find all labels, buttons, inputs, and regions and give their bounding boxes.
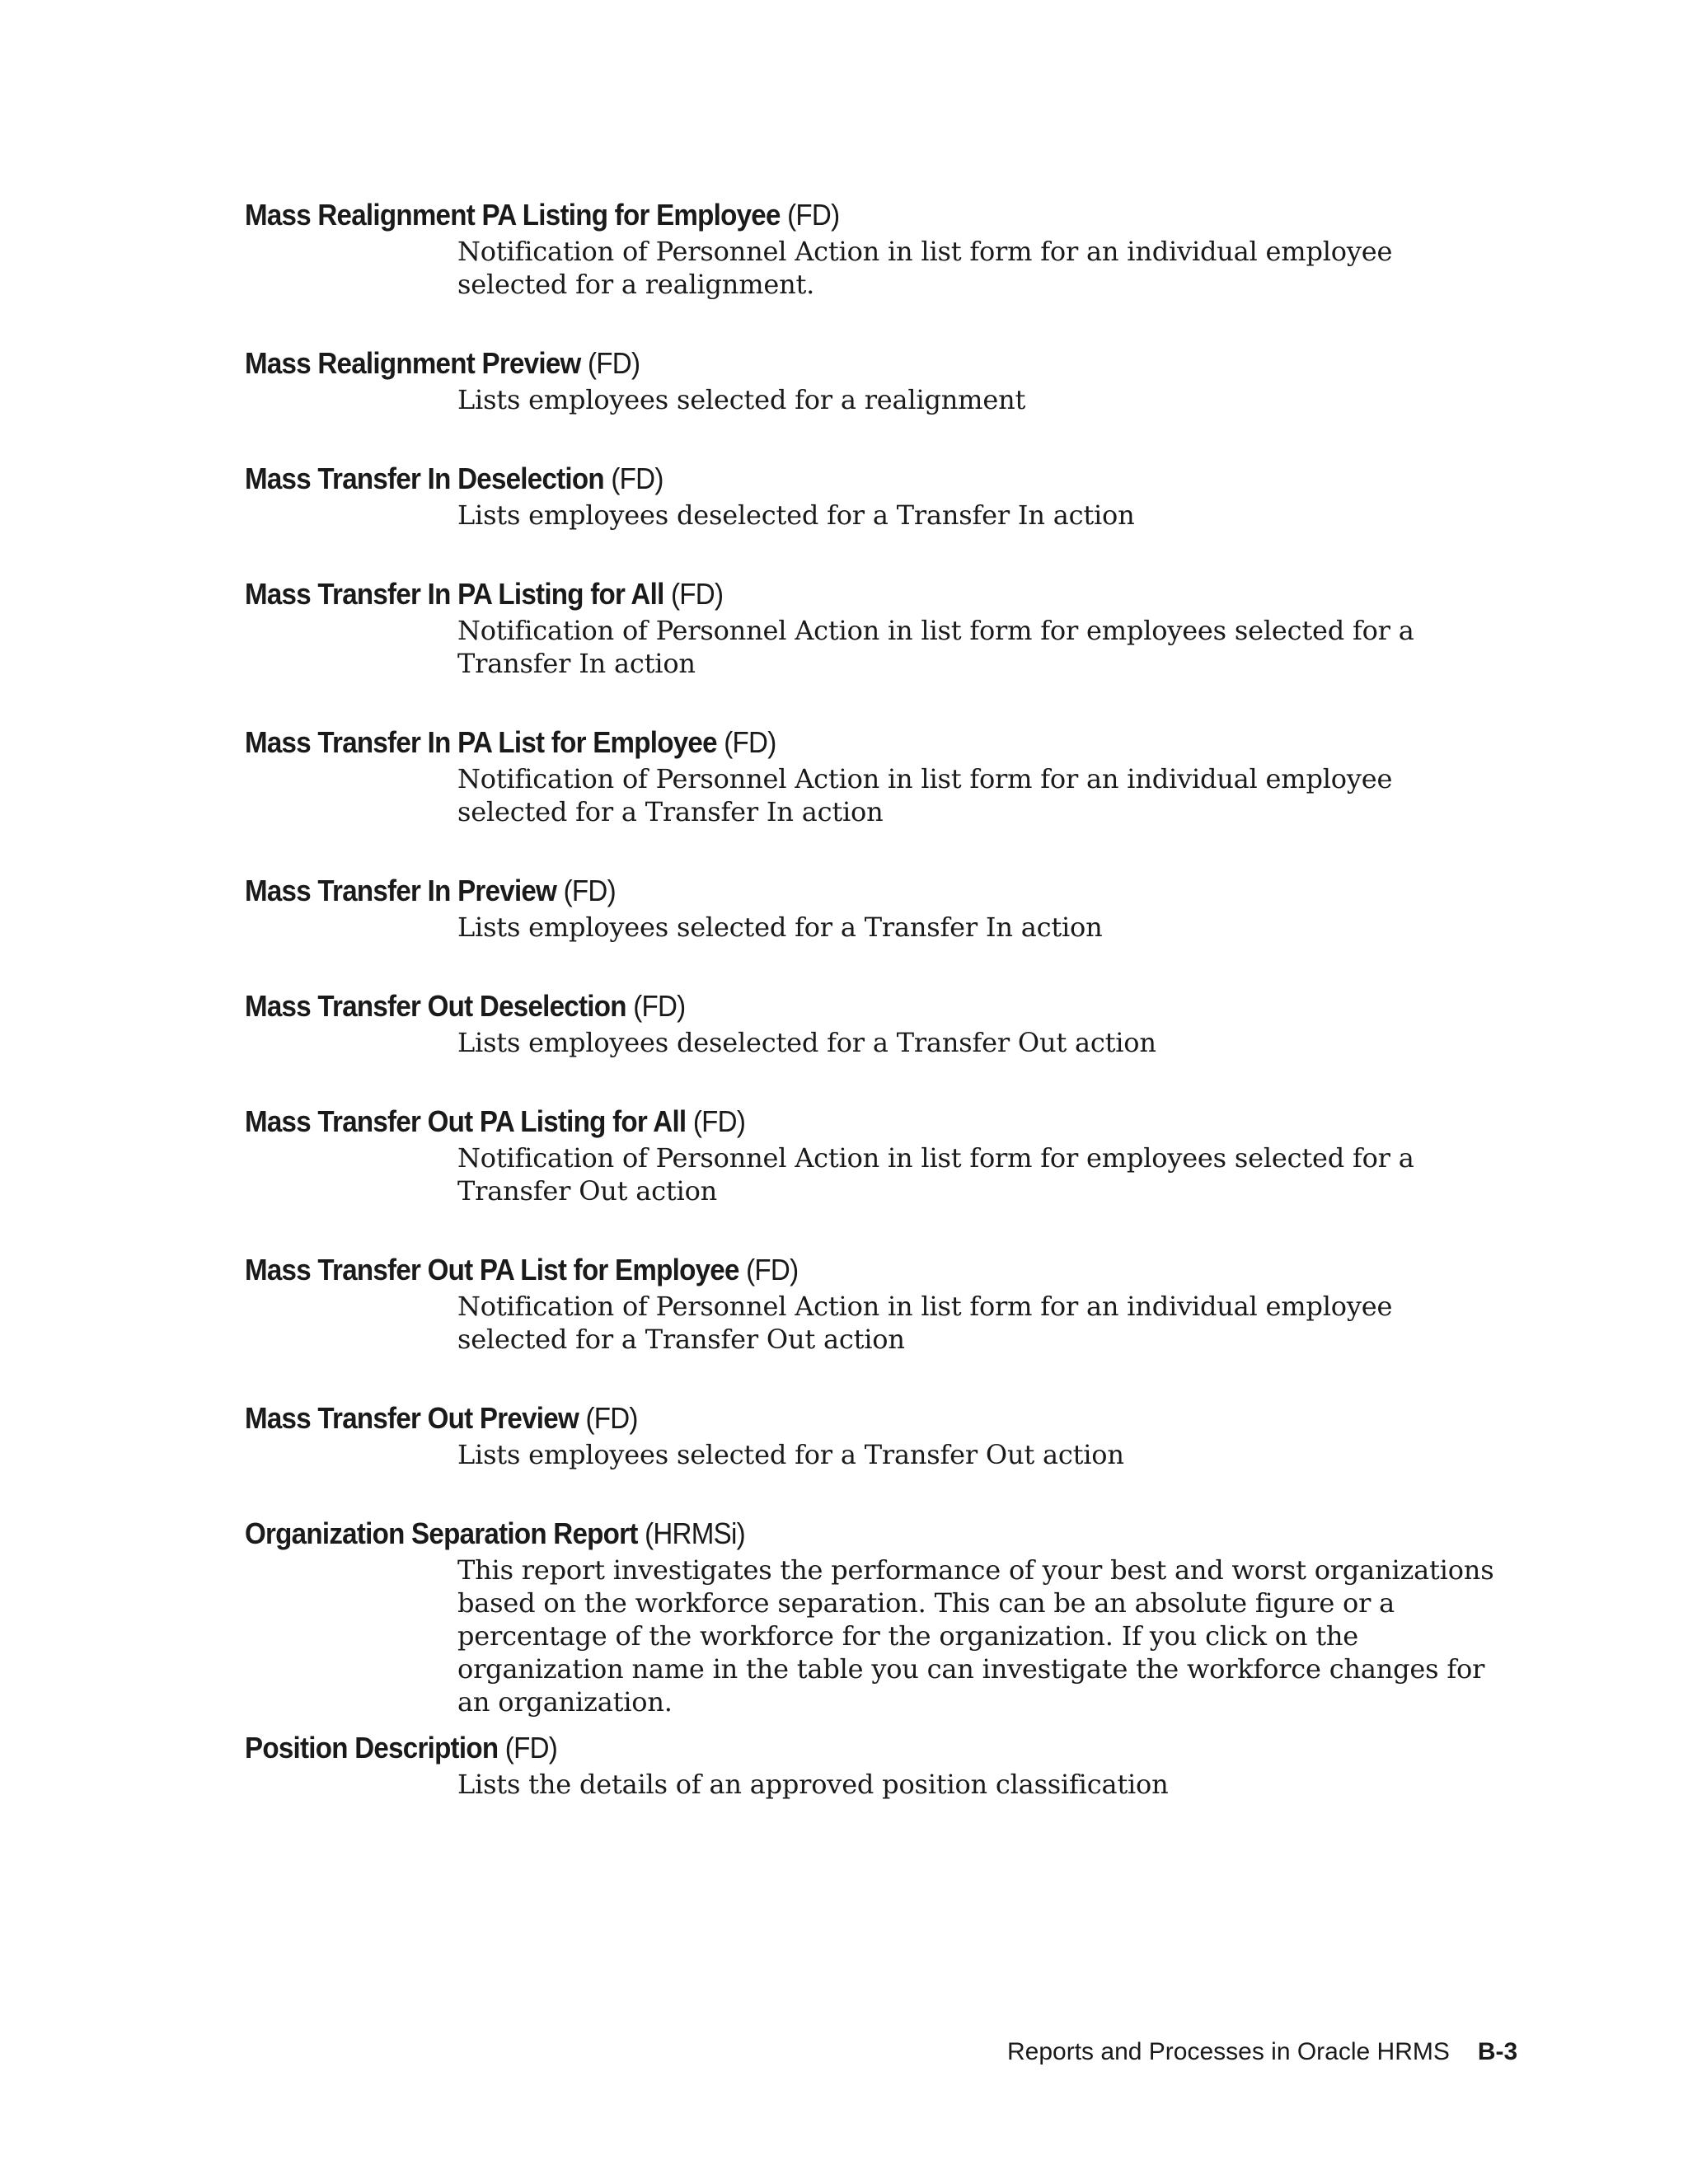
report-entry (245, 871, 1498, 944)
report-entry (245, 1728, 1498, 1801)
entry-tag: (FD) (787, 198, 840, 232)
entry-title (245, 1102, 1397, 1141)
report-entry (245, 1514, 1498, 1718)
entry-tag: (FD) (692, 1104, 746, 1138)
report-entry (245, 195, 1498, 301)
entry-description: Lists employees selected for a Transfer Out action (457, 1439, 1124, 1470)
entry-name: Mass Realignment Preview (245, 346, 581, 380)
entry-tag: (FD) (633, 989, 686, 1023)
entry-tag: (FD) (585, 1401, 638, 1435)
entry-tag: (FD) (611, 462, 663, 495)
footer-section-title: Reports and Processes in Oracle HRMS (1007, 2038, 1450, 2065)
entry-tag: (FD) (504, 1731, 558, 1765)
entry-name: Mass Transfer In PA Listing for All (245, 577, 664, 611)
entry-description: Lists employees selected for a Transfer In action (457, 912, 1103, 943)
entry-description: Notification of Personnel Action in list form for employees selected for a Transfer Out action (457, 1142, 1414, 1207)
report-entry (245, 1399, 1498, 1471)
report-entry (245, 574, 1498, 680)
entry-title (245, 1399, 1397, 1438)
entry-description: Lists employees selected for a realignment (457, 384, 1026, 415)
entry-description: Notification of Personnel Action in list form for an individual employee selected for a realignment. (457, 236, 1393, 300)
entry-description: Lists employees deselected for a Transfer Out action (457, 1027, 1156, 1058)
entry-tag: (FD) (724, 725, 776, 759)
report-entry (245, 459, 1498, 532)
entry-name: Position Description (245, 1731, 499, 1765)
entry-title (245, 723, 1397, 762)
report-entry (245, 723, 1498, 828)
entry-description: Notification of Personnel Action in list form for an individual employee selected for a Transfer In action (457, 763, 1393, 827)
entry-title (245, 344, 1397, 383)
entry-description: Notification of Personnel Action in list form for employees selected for a Transfer In action (457, 615, 1414, 679)
report-entry (245, 344, 1498, 416)
entry-name: Mass Transfer Out PA Listing for All (245, 1104, 687, 1138)
entry-title (245, 195, 1397, 235)
entry-name: Mass Transfer Out Preview (245, 1401, 579, 1435)
entry-tag: (HRMSi) (645, 1516, 745, 1550)
entry-title (245, 1250, 1397, 1290)
entry-title (245, 987, 1397, 1026)
page-footer (1007, 2036, 1517, 2069)
report-entry (245, 1250, 1498, 1356)
entry-tag: (FD) (588, 346, 640, 380)
entry-name: Mass Transfer In PA List for Employee (245, 725, 717, 759)
entry-tag: (FD) (671, 577, 724, 611)
entry-name: Organization Separation Report (245, 1516, 638, 1550)
entry-title (245, 459, 1397, 499)
entry-description: This report investigates the performance of your best and worst organizations based on the workforce separation. This can be an absolute figure or a percentage of the workforce for the organization. If you click on the organization name in the table you can investigate the workforce changes for an organization. (457, 1554, 1494, 1718)
entry-title (245, 1514, 1397, 1554)
entry-name: Mass Transfer Out PA List for Employee (245, 1253, 739, 1286)
report-entry (245, 987, 1498, 1059)
report-entry (245, 1102, 1498, 1207)
entry-description: Notification of Personnel Action in list form for an individual employee selected for a Transfer Out action (457, 1291, 1393, 1355)
entry-title (245, 1728, 1397, 1768)
entry-name: Mass Transfer In Preview (245, 874, 557, 907)
entry-title (245, 871, 1397, 911)
footer-page-number: B-3 (1477, 2038, 1518, 2065)
entry-title (245, 574, 1397, 614)
entry-name: Mass Transfer Out Deselection (245, 989, 626, 1023)
entry-description: Lists the details of an approved position classification (457, 1769, 1169, 1800)
entry-tag: (FD) (563, 874, 616, 907)
entry-description: Lists employees deselected for a Transfer In action (457, 499, 1135, 531)
entry-name: Mass Realignment PA Listing for Employee (245, 198, 781, 232)
entry-name: Mass Transfer In Deselection (245, 462, 604, 495)
entry-tag: (FD) (746, 1253, 799, 1286)
